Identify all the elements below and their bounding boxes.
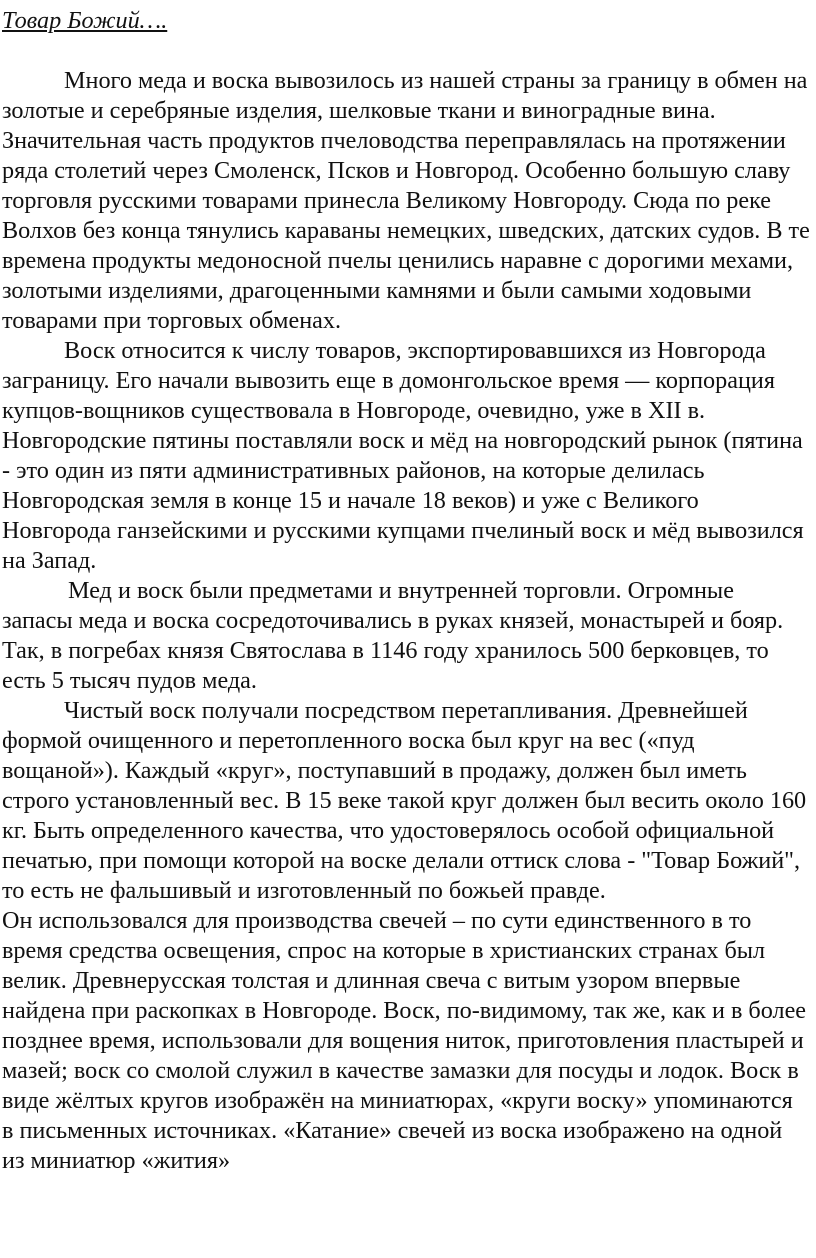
- document-title: Товар Божий….: [2, 7, 168, 34]
- paragraph-internal-trade: Мед и воск были предметами и внутренней торговли. Огромные запасы меда и воска сосредоточивались в руках князей, монастырей и бояр. Так, в погребах князя Святослава в 1146 году хранилось 500 берковцев, то есть 5 тысяч пудов меда.: [2, 577, 784, 694]
- paragraph-wax-export: Воск относится к числу товаров, экспортировавшихся из Новгорода заграницу. Его начали вывозить еще в домонгольское время — корпорация купцов-вощников существовала в Новгороде, очевидно, уже в XII в.: [2, 337, 775, 424]
- paragraph-candles: Он использовался для производства свечей – по сути единственного в то время средства освещения, спрос на которые в христианских странах был велик. Древнерусская толстая и длинная свеча с витым узором впервые найдена при раскопках в Новгороде. Воск, по-видимому, так же, как и в более позднее время, использовали для вощения ниток, приготовления пластырей и мазей; воск со смолой служил в качестве замазки для посуды и лодок. Воск в виде жёлтых кругов изображён на миниатюрах, «круги воску» упоминаются в письменных источниках. «Катание» свечей из воска изображено на одной из миниатюр «жития»: [2, 907, 807, 1174]
- paragraph-pure-wax: Чистый воск получали посредством перетапливания. Древнейшей формой очищенного и перетопленного воска был круг на вес («пуд вощаной»). Каждый «круг», поступавший в продажу, должен был иметь строго установленный вес. В 15 веке такой круг должен был весить около 160 кг. Быть определенного качества, что удостоверялось особой официальной печатью, при помощи которой на воске делали оттиск слова - "Товар Божий", то есть не фальшивый и изготовленный по божьей правде.: [2, 697, 807, 904]
- paragraph-trade-export: Много меда и воска вывозилось из нашей страны за границу в обмен на золотые и серебряные изделия, шелковые ткани и виноградные вина. Значительная часть продуктов пчеловодства переправлялась на протяжении ряда столетий через Смоленск, Псков и Новгород. Особенно большую славу торговля русскими товарами принесла Великому Новгороду. Сюда по реке Волхов без конца тянулись караваны немецких, шведских, датских судов. В те времена продукты медоносной пчелы ценились наравне с дорогими мехами, золотыми изделиями, драгоценными камнями и были самыми ходовыми товарами при торговых обменах.: [2, 67, 810, 334]
- paragraph-pyatiny: Новгородские пятины поставляли воск и мёд на новгородский рынок (пятина - это один из пяти административных районов, на которые делилась Новгородская земля в конце 15 и начале 18 веков) и уже с Великого Новгорода ганзейскими и русскими купцами пчелиный воск и мёд вывозился на Запад.: [2, 427, 804, 574]
